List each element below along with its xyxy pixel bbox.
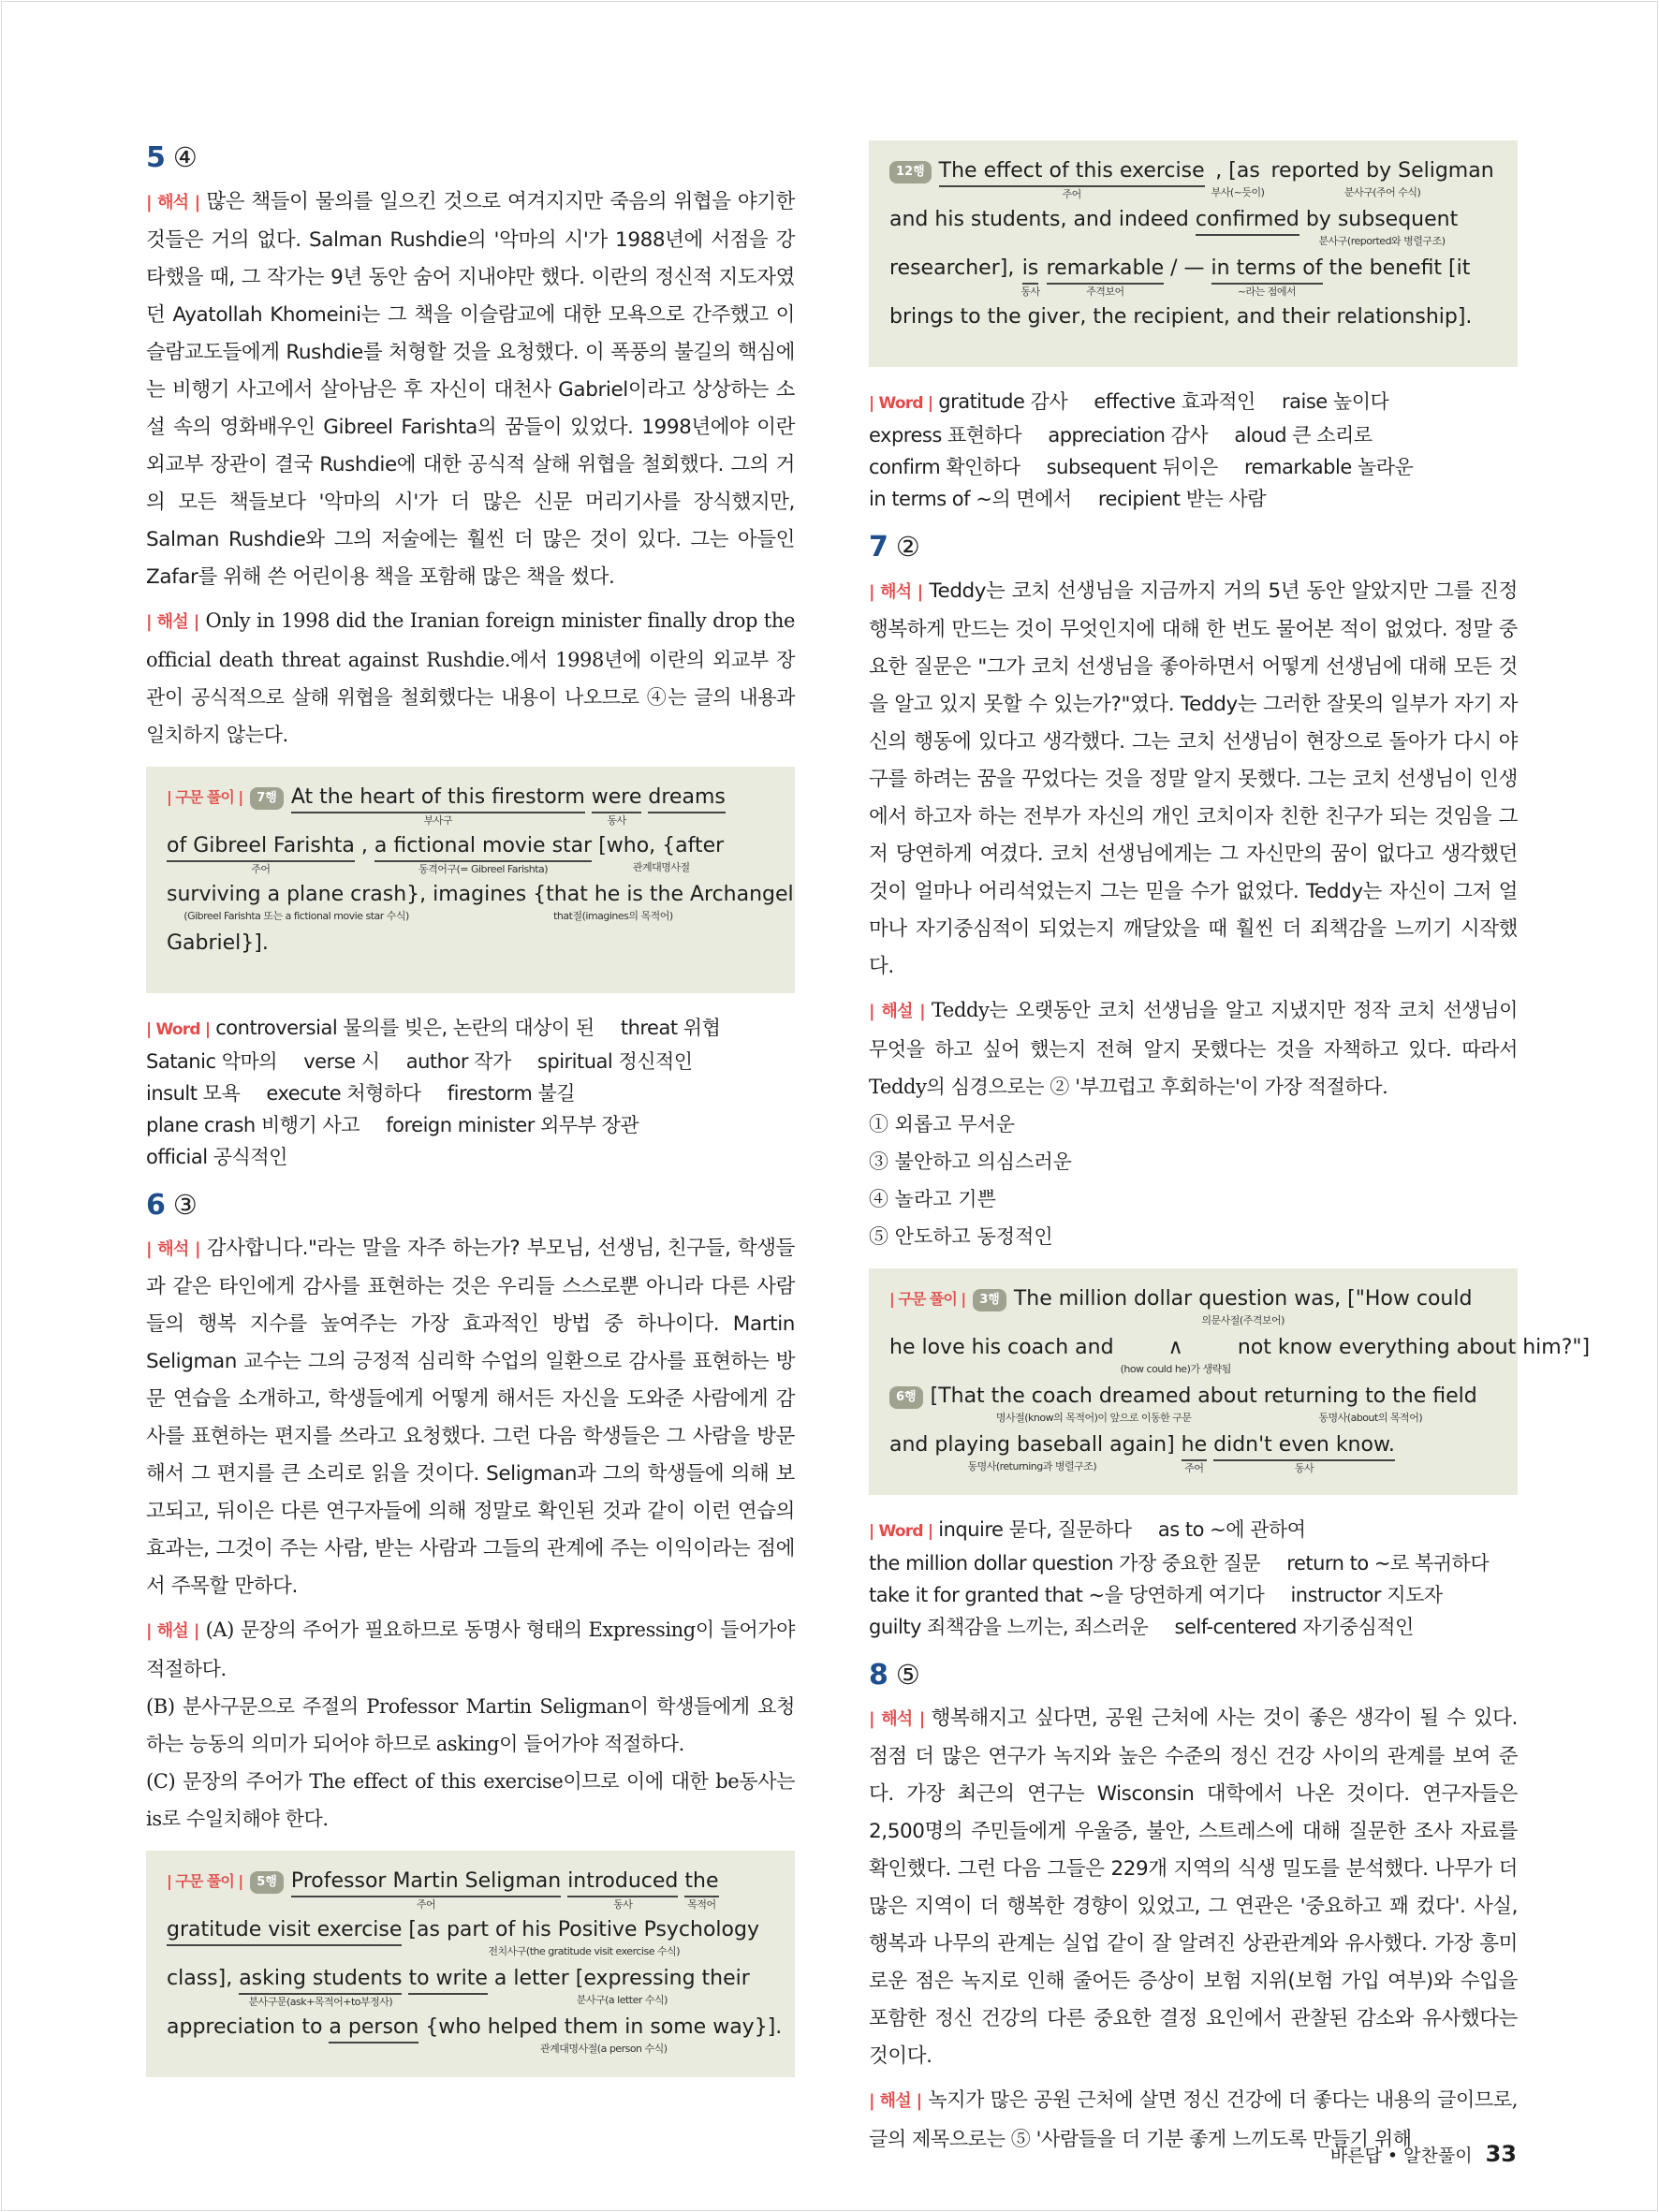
grammar-segment	[408, 1916, 759, 1957]
grammar-segment	[167, 832, 355, 875]
segment-annotation: 주어	[251, 862, 271, 875]
segment-annotation: (Gibreel Farishta 또는 a fictional movie star 수식)	[184, 909, 409, 922]
grammar-box	[146, 767, 795, 993]
word-tag: | Word |	[869, 1521, 933, 1541]
translation-text: 많은 책들이 물의를 일으킨 것으로 여겨지지만 죽음의 위협을 야기한 것들은 거의 없다. Salman Rushdie의 '악마의 시'가 1988년에 서점을 강타했을 때, 그 작가는 9년 동안 숨어 지내야만 했다. 이란의 정신적 지도자였던 Ayatollah Khomeini는 그 책을 이슬람교에 대한 모욕으로 간주했고 이슬람교도들에게 Rushdie를 처형할 것을 요청했다. 이 폭풍의 불길의 핵심에는 비행기 사고에서 살아남은 후 자신이 대천사 Gabriel이라고 상상하는 소설 속의 영화배우인 Gibreel Farishta의 꿈들이 있었다. 1998년에야 이란 외교부 장관이 결국 Rushdie에 대한 공식적 살해 위협을 철회했다. 그의 거의 모든 책들보다 '악마의 시'가 더 많은 신문 머리기사를 장식했지만, Salman Rushdie와 그의 저술에는 훨씬 더 많은 것이 있다. 그는 아들인 Zafar를 위해 쓴 어린이용 책을 포함해 많은 책을 썼다.	[146, 189, 795, 589]
question-number: 7	[869, 531, 888, 564]
word-meaning: 뒤이은	[1162, 456, 1218, 478]
explanation-text: Only in 1998 did the Iranian foreign minister finally drop the official death threat against Rushdie.에서 1998년에 이란의 외교부 장관이 공식적으로 살해 위협을 철회했다는 내용이 나오므로 ④는 글의 내용과 일치하지 않는다.	[146, 608, 795, 746]
word-tag: | Word |	[146, 1019, 211, 1039]
question-5	[146, 140, 795, 1173]
segment-text: asking students	[239, 1965, 402, 1995]
question-number: 6	[146, 1188, 166, 1222]
grammar-line	[889, 1383, 1497, 1428]
grammar-segment	[889, 255, 1014, 284]
grammar-segment	[1329, 255, 1471, 284]
word-term: inquire	[938, 1517, 1004, 1541]
segment-text: surviving a plane crash},	[167, 882, 427, 906]
word-list	[869, 386, 1518, 515]
grammar-segment	[494, 1965, 750, 2006]
grammar-segment	[1270, 157, 1493, 198]
grammar-segment	[425, 2014, 782, 2055]
word-meaning: 작가	[474, 1049, 511, 1073]
grammar-segment	[1014, 1285, 1473, 1326]
segment-annotation: 관계대명사절	[632, 860, 690, 873]
segment-text: he love his coach and	[889, 1335, 1114, 1359]
word-meaning: ~로 복귀하다	[1373, 1551, 1490, 1575]
right-column	[869, 140, 1591, 2163]
explanation	[146, 602, 795, 754]
footer-label: 바른답 • 알찬풀이	[1329, 2146, 1473, 2166]
segment-annotation: 관계대명사절(a person 수식)	[540, 2043, 668, 2055]
segment-text: At the heart of this firestorm	[291, 784, 585, 813]
word-term: effective	[1094, 390, 1176, 413]
grammar-line	[889, 1431, 1497, 1476]
segment-text: didn't even know.	[1213, 1431, 1395, 1461]
segment-text: a fictional movie star	[374, 832, 592, 862]
segment-text: not know everything about him?"]	[1237, 1335, 1591, 1359]
word-meaning: ~의 면에서	[976, 488, 1072, 510]
word-meaning: 놀라운	[1357, 456, 1414, 478]
segment-text: class],	[167, 1967, 233, 1990]
word-meaning: 죄책감을 느끼는, 죄스러운	[927, 1615, 1149, 1638]
grammar-line	[167, 930, 774, 974]
segment-annotation: 동사	[1294, 1461, 1314, 1474]
grammar-line	[889, 255, 1497, 300]
grammar-line	[167, 1868, 774, 1912]
word-entry	[938, 390, 1067, 413]
segment-annotation: 동격어구(= Gibreel Farishta)	[418, 862, 549, 875]
word-list	[146, 1012, 795, 1173]
grammar-segment	[889, 303, 1472, 332]
word-meaning: 높이다	[1332, 390, 1389, 413]
word-term: gratitude	[938, 390, 1025, 413]
word-meaning: 지도자	[1387, 1583, 1443, 1606]
segment-annotation: 명사절(know의 목적어)이 앞으로 이동한 구문	[995, 1411, 1192, 1424]
segment-text: ,	[360, 833, 368, 857]
grammar-line	[889, 1285, 1497, 1330]
grammar-line	[167, 832, 774, 877]
explanation	[869, 991, 1518, 1106]
segment-text: gratitude visit exercise	[167, 1916, 402, 1946]
segment-text: confirmed	[1196, 206, 1299, 236]
word-entry	[215, 1017, 594, 1039]
question-answer: ④	[172, 141, 198, 173]
word-entry	[869, 456, 1020, 478]
word-entry	[448, 1082, 575, 1105]
question-heading	[146, 140, 795, 176]
segment-annotation: 분사구(reported와 병렬구조)	[1318, 235, 1446, 247]
grammar-segment	[361, 832, 368, 861]
word-meaning: 처형하다	[346, 1081, 421, 1105]
line-number-badge: 3행	[973, 1289, 1006, 1311]
grammar-segment	[889, 1431, 1175, 1472]
word-term: the million dollar question	[869, 1551, 1114, 1575]
explanation-tag: | 해설 |	[869, 1001, 925, 1021]
grammar-line	[167, 784, 774, 828]
grammar-segment	[1213, 1431, 1395, 1474]
segment-annotation: 의문사절(주격보어)	[1201, 1313, 1285, 1326]
word-meaning: 시	[360, 1049, 380, 1073]
grammar-segment	[167, 2014, 322, 2043]
word-term: raise	[1282, 390, 1328, 413]
word-term: in terms of	[869, 488, 971, 510]
word-term: guilty	[869, 1615, 921, 1638]
segment-annotation: 동명사(returning과 병렬구조)	[967, 1459, 1097, 1472]
word-term: subsequent	[1046, 456, 1157, 478]
grammar-segment	[167, 1965, 232, 1994]
word-entry	[1158, 1518, 1306, 1541]
segment-text: The effect of this exercise	[939, 157, 1205, 187]
segment-text: reported by Seligman	[1270, 159, 1494, 183]
segment-text: and playing baseball again]	[889, 1432, 1175, 1457]
word-term: insult	[146, 1081, 198, 1105]
grammar-segment	[1121, 1334, 1231, 1375]
segment-text: to write	[408, 1965, 487, 1995]
word-meaning: 묻다, 질문하다	[1008, 1517, 1132, 1541]
page-number: 33	[1485, 2141, 1517, 2167]
grammar-segment	[1196, 206, 1299, 237]
word-term: express	[869, 424, 942, 447]
explanation-tag: | 해설 |	[146, 1621, 199, 1641]
segment-text: by subsequent	[1305, 208, 1459, 231]
segment-text: a person	[329, 2014, 418, 2044]
option-item: ④ 놀라고 기쁜	[869, 1187, 996, 1210]
grammar-line	[889, 1334, 1591, 1379]
segment-annotation: 분사구문(ask+목적어+to부정사)	[248, 1996, 393, 2008]
grammar-tag: | 구문 풀이 |	[889, 1289, 966, 1308]
word-meaning: 감사	[1030, 390, 1068, 413]
translation-tag: | 해석 |	[146, 1239, 200, 1259]
segment-text: a letter [expressing their	[493, 1967, 750, 1990]
word-term: return to	[1286, 1551, 1369, 1575]
word-meaning: 위협	[683, 1016, 721, 1039]
segment-text: dreams	[648, 784, 725, 813]
segment-annotation: 주어	[1184, 1461, 1204, 1474]
segment-annotation: 주격보어	[1086, 286, 1124, 298]
word-entry	[266, 1082, 420, 1105]
word-term: foreign minister	[386, 1113, 535, 1136]
grammar-segment	[939, 157, 1205, 200]
segment-annotation: 목적어	[687, 1898, 716, 1911]
grammar-line	[167, 1916, 774, 1961]
segment-text: imagines {that he is the Archangel	[433, 882, 794, 906]
segment-text: is	[1022, 255, 1039, 285]
grammar-segment	[1264, 1383, 1477, 1424]
explanation-line: (A) 문장의 주어가 필요하므로 동명사 형태의 Expressing이 들어가야 적절하다.	[146, 1619, 795, 1680]
translation-text: 감사합니다."라는 말을 자주 하는가? 부모님, 선생님, 친구들, 학생들과 같은 타인에게 감사를 표현하는 것은 우리들 스스로뿐 아니라 다른 사람들의 행복 지수를 높여주는 가장 효과적인 방법 중 하나이다. Martin Seligman 교수는 그의 긍정적 심리학 수업의 일환으로 감사를 표현하는 방문 연습을 소개하고, 학생들에게 어떻게 해서든 자신을 도와준 사람에게 감사를 표현하는 편지를 쓰라고 요청했다. 그런 다음 학생들은 그 사람을 방문해서 그 편지를 큰 소리로 읽을 것이다. Seligman과 그의 학생들에 의해 보고되고, 뒤이은 다른 연구자들에 의해 정말로 확인된 것과 같이 이런 연습의 효과는, 그것이 주는 사람, 받는 사람과 그들의 관계에 주는 이익이라는 점에서 주목할 만하다.	[146, 1237, 795, 1598]
word-term: remarkable	[1243, 456, 1352, 478]
word-term: confirm	[869, 456, 941, 478]
translation	[869, 1700, 1518, 2075]
segment-annotation: (how could he)가 생략됨	[1120, 1362, 1231, 1375]
grammar-segment	[291, 784, 585, 827]
option-item: ③ 불안하고 의심스러운	[869, 1150, 1072, 1173]
segment-text: Gabriel}].	[167, 930, 269, 955]
grammar-segment	[648, 784, 725, 814]
grammar-segment	[167, 1916, 402, 1947]
segment-annotation: that절(imagines의 목적어)	[553, 909, 673, 922]
explanation-text: Teddy는 오랫동안 코치 선생님을 알고 지냈지만 정작 코치 선생님이 무엇을 하고 싶어 했는지 전혀 알지 못했다는 것을 자책하고 있다. 따라서 Teddy의 심경으로는 ② '부끄럽고 후회하는'이 가장 적절하다.	[869, 998, 1518, 1098]
word-meaning: 악마의	[221, 1049, 278, 1073]
word-term: official	[146, 1145, 208, 1168]
grammar-segment	[1306, 206, 1458, 247]
word-term: recipient	[1097, 488, 1181, 510]
word-tag: | Word |	[869, 394, 933, 413]
word-entry	[1244, 456, 1413, 478]
grammar-segment	[167, 881, 426, 922]
segment-text: were	[592, 784, 642, 813]
segment-annotation: 분사구(a letter 수식)	[576, 1994, 668, 2006]
word-meaning: 받는 사람	[1185, 488, 1266, 510]
segment-annotation: 전치사구(the gratitude visit exercise 수식)	[488, 1945, 680, 1957]
word-meaning: ~을 당연하게 여기다	[1088, 1583, 1265, 1606]
segment-annotation: 부사구	[423, 813, 452, 827]
word-entry	[938, 1518, 1131, 1541]
grammar-box	[146, 1851, 795, 2077]
option-item: ① 외롭고 무서운	[869, 1112, 1016, 1135]
question-answer: ③	[172, 1188, 198, 1221]
grammar-box	[869, 1268, 1591, 1495]
segment-annotation: ~라는 점에서	[1237, 286, 1297, 298]
word-term: threat	[620, 1016, 678, 1039]
word-entry	[146, 1082, 240, 1105]
word-term: execute	[266, 1081, 342, 1105]
segment-annotation: 동사	[1020, 286, 1040, 298]
question-heading	[869, 530, 1518, 565]
segment-annotation: 동명사(about의 목적어)	[1318, 1411, 1423, 1424]
word-entry	[386, 1114, 639, 1136]
word-term: appreciation	[1048, 424, 1166, 447]
word-meaning: 정신적인	[618, 1049, 693, 1073]
grammar-segment	[567, 1868, 678, 1911]
word-term: instructor	[1290, 1583, 1381, 1606]
translation	[869, 573, 1518, 986]
question-7	[869, 530, 1591, 1643]
grammar-segment	[167, 930, 269, 959]
word-entry	[1094, 390, 1255, 413]
word-meaning: 표현하다	[947, 424, 1022, 447]
word-entry	[1290, 1584, 1442, 1606]
word-meaning: 물의를 빚은, 논란의 대상이 된	[343, 1016, 595, 1039]
segment-text: he	[1182, 1431, 1207, 1461]
word-meaning: 모욕	[202, 1081, 241, 1105]
grammar-segment	[239, 1965, 402, 2008]
word-entry	[1048, 424, 1208, 447]
word-entry	[869, 1552, 1260, 1575]
grammar-segment	[1211, 255, 1323, 298]
translation	[146, 183, 795, 596]
segment-text: the benefit [it	[1329, 256, 1471, 280]
grammar-line	[167, 1965, 774, 2010]
grammar-line	[167, 881, 794, 926]
option-list	[869, 1106, 1518, 1255]
word-meaning: 공식적인	[213, 1145, 287, 1168]
segment-text: Professor Martin Seligman	[291, 1868, 561, 1897]
translation-tag: | 해석 |	[869, 581, 923, 602]
translation-text: Teddy는 코치 선생님을 지금까지 거의 5년 동안 알았지만 그를 진정 행복하게 만드는 것이 무엇인지에 대해 한 번도 물어본 적이 없었다. 정말 중요한 질문은 "그가 코치 선생님을 좋아하면서 어떻게 선생님에 대해 모든 것을 알고 있지 못할 수 있는가?"였다. Teddy는 그러한 잘못의 일부가 자기 자신의 행동에 있다고 생각했다. 그는 코치 선생님이 현장으로 돌아가 다시 야구를 하려는 꿈을 꾸었다는 것을 정말 알지 못했다. 그는 코치 선생님이 인생에서 하고자 하는 전부가 자신의 개인 코치이자 친한 친구가 되는 것임을 그저 당연하게 여겼다. 코치 선생님에게는 그 자신만의 꿈이 없다고 생각했던 것이 얼마나 어리석었는지 그는 믿을 수가 없었다. Teddy는 자신이 그저 얼마나 자기중심적이 되었는지 깨달았을 때 훨씬 더 죄책감을 느끼기 시작했다.	[869, 579, 1518, 978]
grammar-line	[889, 206, 1497, 251]
segment-text: {who helped them in some way}].	[425, 2015, 783, 2039]
word-entry	[406, 1050, 511, 1073]
word-entry	[146, 1050, 277, 1073]
explanation	[146, 1611, 795, 1838]
translation	[146, 1230, 795, 1605]
word-meaning: 감사	[1170, 424, 1209, 447]
word-entry	[869, 1616, 1148, 1638]
grammar-line	[167, 2014, 783, 2058]
question-number: 5	[146, 141, 166, 174]
word-term: verse	[303, 1049, 356, 1073]
segment-text: of Gibreel Farishta	[167, 832, 355, 862]
grammar-tag: | 구문 풀이 |	[167, 1872, 243, 1890]
segment-text: the	[684, 1868, 718, 1897]
word-meaning: 확인하다	[946, 456, 1020, 478]
explanation-tag: | 해설 |	[869, 2091, 922, 2111]
grammar-segment	[291, 1868, 561, 1911]
grammar-segment	[1047, 255, 1165, 298]
segment-annotation: 주어	[416, 1898, 436, 1911]
word-meaning: 비행기 사고	[260, 1113, 360, 1136]
word-entry	[537, 1050, 693, 1073]
grammar-segment	[408, 1965, 487, 1996]
question-6	[146, 1188, 795, 2078]
segment-text: appreciation to	[167, 2015, 323, 2039]
explanation-tag: | 해설 |	[146, 611, 199, 632]
grammar-segment	[592, 784, 642, 827]
grammar-segment	[329, 2014, 418, 2044]
grammar-tag: | 구문 풀이 |	[167, 787, 243, 806]
word-entry	[621, 1017, 721, 1039]
line-number-badge: 7행	[250, 787, 284, 810]
segment-text: returning to the field	[1263, 1384, 1477, 1408]
grammar-segment	[374, 832, 592, 875]
grammar-segment	[931, 1383, 1257, 1424]
word-term: controversial	[215, 1016, 338, 1039]
question-answer: ②	[895, 531, 920, 563]
grammar-segment	[1182, 1431, 1207, 1474]
word-term: author	[405, 1049, 468, 1073]
grammar-segment	[1211, 157, 1265, 198]
word-entry	[1098, 488, 1266, 510]
word-term: plane crash	[146, 1113, 256, 1136]
word-meaning: 자기중심적인	[1302, 1615, 1414, 1638]
grammar-segment	[1020, 255, 1039, 298]
word-entry	[146, 1114, 360, 1136]
grammar-segment	[1170, 255, 1204, 284]
word-entry	[869, 1584, 1264, 1606]
word-term: firestorm	[447, 1081, 533, 1105]
segment-text: remarkable	[1047, 255, 1165, 285]
segment-text: / —	[1170, 256, 1205, 280]
translation-tag: | 해석 |	[146, 192, 200, 212]
word-entry	[1286, 1552, 1489, 1575]
translation-tag: | 해석 |	[869, 1709, 925, 1729]
word-term: Satanic	[146, 1049, 216, 1073]
translation-text: 행복해지고 싶다면, 공원 근처에 사는 것이 좋은 생각이 될 수 있다. 점점 더 많은 연구가 녹지와 높은 수준의 정신 건강 사이의 관계를 보여 준다. 가장 최근의 연구는 Wisconsin 대학에서 나온 것이다. 연구자들은 2,500명의 주민들에게 우울증, 불안, 스트레스에 대해 질문한 조사 자료를 확인했다. 그런 다음 그들은 229개 지역의 식생 밀도를 분석했다. 나무가 더 많은 지역이 더 행복한 경향이 있었고, 그 연관은 '중요하고 꽤 컸다'. 사실, 행복과 나무의 관계는 실업 같이 잘 알려진 상관관계와 유사했다. 가장 흥미로운 점은 녹지로 인해 줄어든 증상이 보험 지위(보험 가입 여부)와 수입을 포함한 정신 건강의 다른 중요한 결정 요인에서 관찰된 감소와 유사했다는 것이다.	[869, 1707, 1518, 2068]
word-entry	[1282, 390, 1388, 413]
question-8	[869, 1658, 1518, 2159]
explanation-line: (C) 문장의 주어가 The effect of this exercise이므로 이에 대한 be동사는 is로 수일치해야 한다.	[146, 1770, 795, 1830]
word-entry	[303, 1050, 379, 1073]
word-entry	[146, 1146, 287, 1168]
grammar-segment	[598, 832, 724, 873]
segment-annotation: 부사(~듯이)	[1211, 186, 1265, 198]
segment-text: ∧	[1167, 1335, 1183, 1359]
word-term: aloud	[1234, 424, 1287, 447]
word-meaning: 가장 중요한 질문	[1119, 1551, 1261, 1575]
word-entry	[869, 424, 1021, 447]
line-number-badge: 5행	[250, 1871, 284, 1894]
grammar-segment	[1238, 1334, 1590, 1363]
grammar-box-continued	[869, 140, 1518, 367]
left-column	[146, 140, 795, 2096]
word-meaning: 큰 소리로	[1292, 424, 1373, 447]
word-term: spiritual	[536, 1049, 613, 1073]
segment-text: [That the coach dreamed about	[930, 1384, 1257, 1408]
segment-text: in terms of	[1211, 255, 1323, 285]
grammar-line	[889, 303, 1497, 348]
grammar-segment	[889, 1334, 1114, 1363]
word-meaning: 외무부 장관	[540, 1113, 639, 1136]
question-answer: ⑤	[895, 1658, 920, 1691]
segment-text: and his students, and indeed	[889, 208, 1189, 231]
word-entry	[1047, 456, 1218, 478]
word-meaning: 효과적인	[1181, 390, 1255, 413]
grammar-segment	[684, 1868, 718, 1911]
grammar-line	[889, 157, 1497, 202]
explanation-text: 녹지가 많은 공원 근처에 살면 정신 건강에 더 좋다는 내용의 글이므로, 글의 제목으로는 ⑤ '사람들을 더 기분 좋게 느끼도록 만들기 위해	[869, 2088, 1518, 2150]
word-meaning: ~에 관하여	[1210, 1517, 1306, 1541]
question-number: 8	[869, 1658, 888, 1692]
question-heading	[869, 1658, 1518, 1693]
line-number-badge: 6행	[889, 1386, 923, 1409]
word-term: as to	[1157, 1517, 1204, 1541]
word-entry	[1234, 424, 1372, 447]
word-term: take it for granted that	[869, 1583, 1083, 1606]
segment-text: [who, {after	[598, 833, 725, 857]
segment-annotation: 분사구(주어 수식)	[1343, 186, 1421, 198]
word-entry	[869, 488, 1072, 510]
page-footer	[1330, 2141, 1517, 2167]
word-meaning: 불길	[537, 1081, 576, 1105]
grammar-segment	[889, 206, 1189, 235]
question-heading	[146, 1188, 795, 1223]
word-term: self-centered	[1174, 1615, 1297, 1638]
segment-text: brings to the giver, the recipient, and their relationship].	[889, 305, 1473, 329]
line-number-badge: 12행	[889, 161, 932, 183]
explanation-line: (B) 분사구문으로 주절의 Professor Martin Seligman이 학생들에게 요청하는 능동의 의미가 되어야 하므로 asking이 들어가야 적절하다.	[146, 1695, 795, 1755]
segment-annotation: 주어	[1062, 188, 1081, 200]
segment-text: , [as	[1215, 159, 1260, 183]
segment-text: The million dollar question was, ["How could	[1013, 1286, 1473, 1311]
word-list	[869, 1514, 1518, 1643]
grammar-segment	[433, 881, 794, 922]
word-entry	[1175, 1616, 1414, 1638]
segment-annotation: 동사	[613, 1898, 633, 1911]
segment-text: researcher],	[889, 256, 1015, 280]
segment-annotation: 동사	[607, 813, 626, 827]
segment-text: introduced	[567, 1868, 678, 1897]
option-item: ⑤ 안도하고 동정적인	[869, 1224, 1053, 1248]
segment-text: [as part of his Positive Psychology	[408, 1918, 759, 1941]
